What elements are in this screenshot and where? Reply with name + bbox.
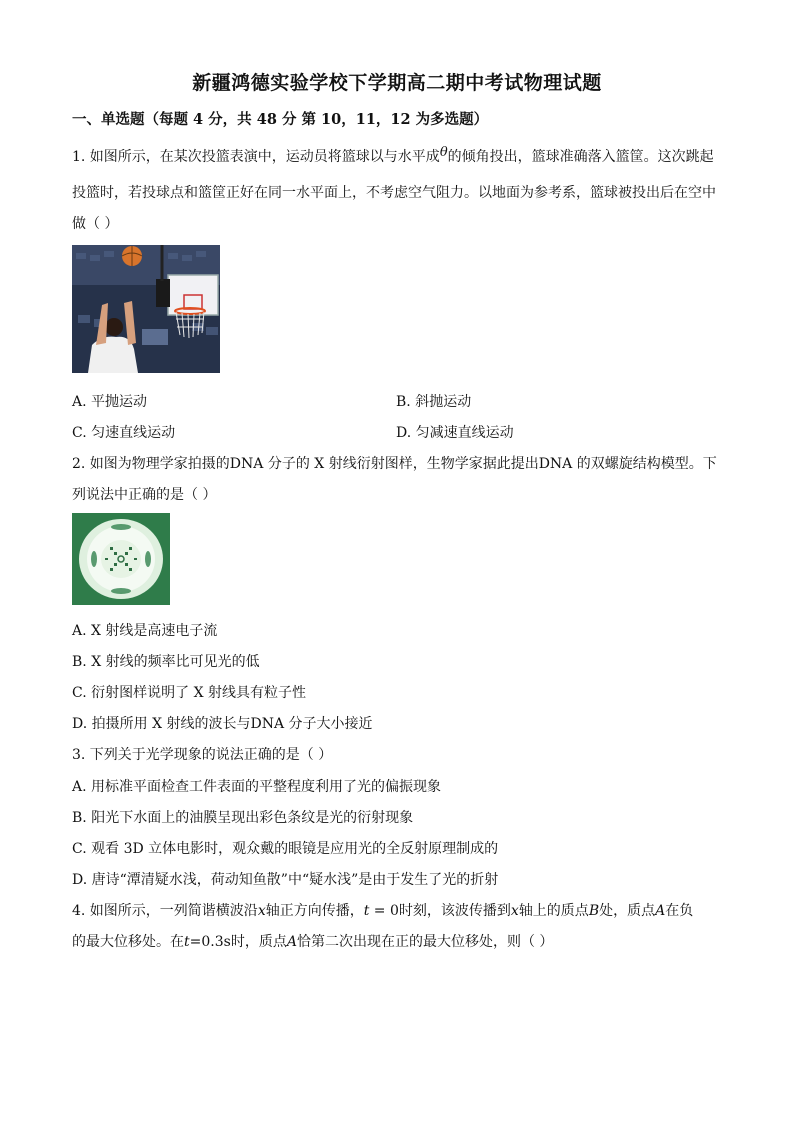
var-x: x (510, 903, 519, 919)
var-t: t (363, 903, 370, 919)
exam-title: 新疆鸿德实验学校下学期高二期中考试物理试题 (192, 72, 602, 94)
q2-line-1: 2. 如图为物理学家拍摄的DNA 分子的 X 射线衍射图样，生物学家据此提出DNA 的双螺旋结构模型。下 (72, 456, 717, 472)
q4-line-2 (72, 931, 553, 951)
q4-text: 恰第二次出现在正的最大位移处，则（ ） (296, 934, 554, 950)
q3-option-d[interactable]: D. 唐诗“潭清疑水浅，荷动知鱼散”中“疑水浅”是由于发生了光的折射 (72, 872, 499, 888)
var-x: x (257, 903, 266, 919)
q1-line-3: 做（ ） (72, 216, 119, 232)
q4-text: 在负 (665, 903, 694, 919)
q4-text: 轴上的质点 (518, 903, 589, 919)
section-heading: 一、单选题（每题 4 分，共 48 分 第 10，11，12 为多选题） (72, 111, 489, 128)
q2-option-a[interactable]: A. X 射线是高速电子流 (72, 623, 218, 639)
q4-text: 轴正方向传播， (265, 903, 364, 919)
q4-text: 处，质点 (599, 903, 656, 919)
q1-line-1 (72, 146, 714, 166)
var-t: t (184, 934, 190, 950)
q1-text-b: 的倾角投出，篮球准确落入篮筐。这次跳起 (447, 149, 714, 165)
q4-text: 的最大位移处。在 (72, 934, 184, 950)
q1-line-2: 投篮时，若投球点和篮筐正好在同一水平面上，不考虑空气阻力。以地面为参考系，篮球被投出后在空中 (72, 185, 716, 201)
theta-symbol: θ (439, 145, 448, 160)
q1-text-a: 1. 如图所示，在某次投篮表演中，运动员将篮球以与水平成 (72, 149, 440, 165)
basketball-photo-graphic (72, 245, 220, 373)
point-b: B (588, 903, 600, 919)
q1-option-d[interactable]: D. 匀减速直线运动 (396, 425, 514, 441)
point-a: A (286, 934, 297, 950)
dna-diffraction-graphic (72, 513, 170, 605)
q4-text: = 0时刻，该波传播到 (369, 903, 511, 919)
q2-option-c[interactable]: C. 衍射图样说明了 X 射线具有粒子性 (72, 685, 306, 701)
q4-text: =0.3s时，质点 (189, 934, 287, 950)
q1-option-a[interactable]: A. 平抛运动 (72, 394, 148, 410)
q3-stem: 3. 下列关于光学现象的说法正确的是（ ） (72, 747, 333, 763)
q2-option-b[interactable]: B. X 射线的频率比可见光的低 (72, 654, 260, 670)
q1-option-c[interactable]: C. 匀速直线运动 (72, 425, 176, 441)
dna-diffraction-photo (72, 513, 170, 605)
q1-option-b[interactable]: B. 斜抛运动 (396, 394, 472, 410)
q4-text: 4. 如图所示，一列简谐横波沿 (72, 903, 258, 919)
basketball-photo (72, 245, 220, 373)
q4-line-1 (72, 900, 693, 920)
q3-option-b[interactable]: B. 阳光下水面上的油膜呈现出彩色条纹是光的衍射现象 (72, 810, 414, 826)
q3-option-c[interactable]: C. 观看 3D 立体电影时，观众戴的眼镜是应用光的全反射原理制成的 (72, 841, 499, 857)
q3-option-a[interactable]: A. 用标准平面检查工件表面的平整程度利用了光的偏振现象 (72, 779, 442, 795)
q2-option-d[interactable]: D. 拍摄所用 X 射线的波长与DNA 分子大小接近 (72, 716, 373, 732)
point-a: A (655, 903, 666, 919)
q2-line-2: 列说法中正确的是（ ） (72, 487, 217, 503)
